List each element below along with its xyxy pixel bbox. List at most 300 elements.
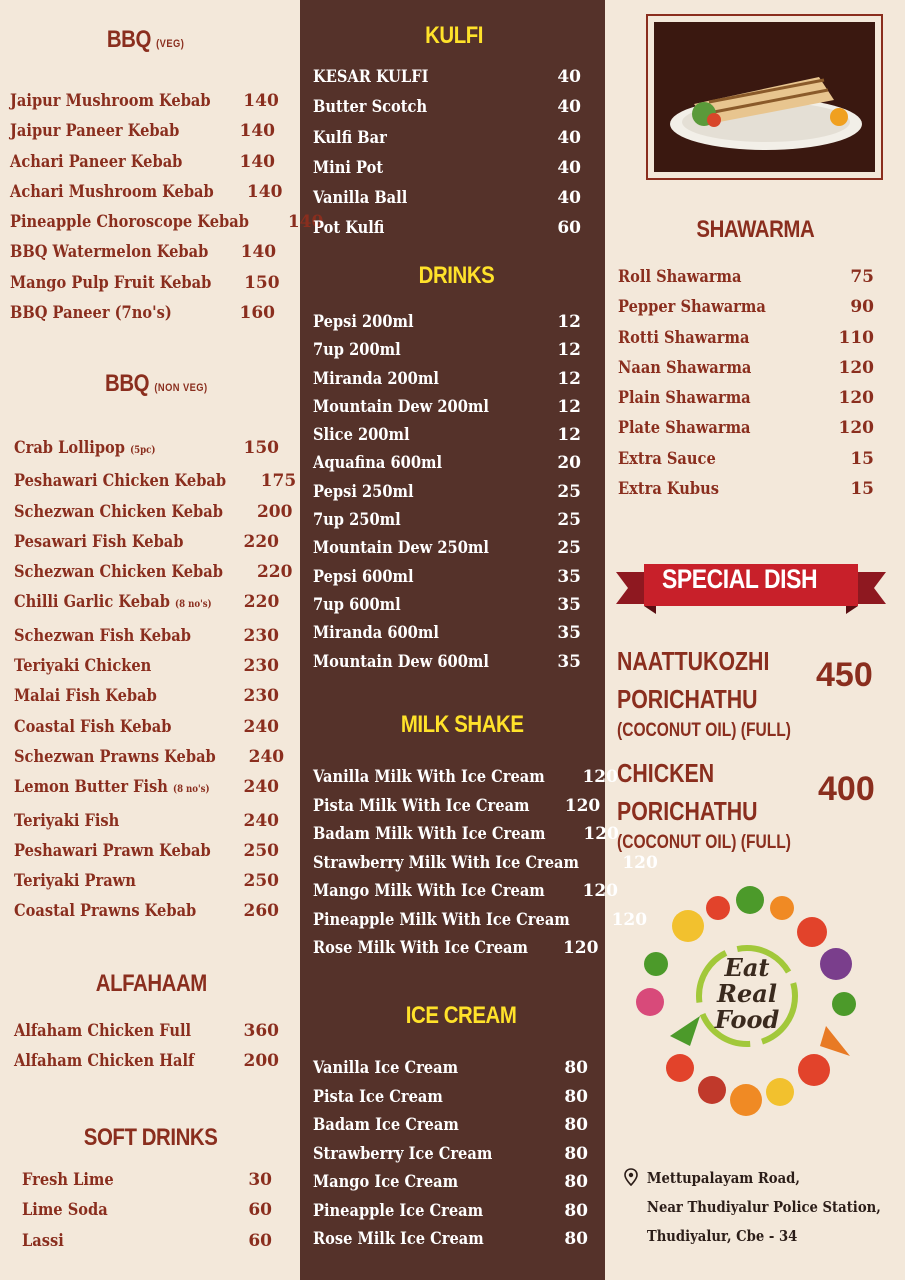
menu-item-name: [618, 262, 741, 292]
menu-item-name-text: Mango Milk With Ice Cream: [313, 881, 545, 901]
logo-word-food: Food: [714, 1005, 780, 1034]
menu-item-price: 80: [564, 1058, 588, 1078]
menu-item-name: [313, 393, 489, 421]
menu-item: [14, 1046, 279, 1076]
menu-item-name: [22, 1165, 114, 1195]
menu-item-name: [618, 383, 751, 413]
menu-item-name-text: 7up 200ml: [313, 340, 401, 361]
menu-item: [313, 393, 581, 421]
menu-item-name: [14, 497, 223, 527]
menu-item-name: [313, 153, 383, 183]
menu-item-name: [14, 466, 226, 496]
menu-item-name-text: Slice 200ml: [313, 425, 410, 446]
menu-item-name-text: Pepsi 600ml: [313, 566, 414, 587]
menu-item-name: [313, 877, 545, 906]
menu-item-name-text: Peshawari Prawn Kebab: [14, 840, 211, 861]
menu-item: [14, 806, 279, 836]
menu-item: [313, 906, 648, 935]
menu-item-name-text: Pineapple Ice Cream: [313, 1200, 484, 1221]
menu-item-name-text: Pista Ice Cream: [313, 1086, 443, 1107]
menu-item-name: [313, 421, 410, 449]
menu-item: [313, 308, 581, 336]
menu-item-price: 80: [564, 1143, 588, 1164]
menu-item-name-text: Mango Ice Cream: [313, 1172, 459, 1192]
menu-item-price: 75: [850, 267, 874, 287]
menu-item-name-text: Pepsi 250ml: [313, 481, 414, 502]
menu-item-price: 80: [564, 1229, 588, 1249]
menu-item-name: [313, 648, 489, 676]
shawarma-plate-image: [654, 22, 875, 172]
menu-item-name: [14, 866, 136, 896]
menu-item: [10, 207, 324, 237]
menu-item-name-text: Pepsi 200ml: [313, 312, 414, 332]
menu-item-name: [10, 147, 182, 177]
menu-item-price: 60: [248, 1230, 272, 1251]
special-dish-1: [617, 642, 829, 744]
menu-item-name: [313, 591, 401, 619]
menu-item-price: 60: [557, 218, 581, 239]
menu-item: [313, 336, 581, 364]
menu-item-name-text: Alfaham Chicken Full: [14, 1021, 192, 1041]
menu-item-price: 230: [243, 625, 279, 646]
menu-item-name-text: Extra Kubus: [618, 479, 719, 500]
menu-item-name-text: Schezwan Fish Kebab: [14, 625, 191, 646]
menu-item-price: 110: [838, 327, 874, 348]
menu-item: [618, 262, 874, 292]
menu-item-name: [313, 308, 414, 336]
menu-item-name-text: 7up 600ml: [313, 594, 401, 615]
menu-item: [313, 763, 618, 792]
menu-item-price: 12: [557, 396, 581, 417]
menu-item-name-text: Pista Milk With Ice Cream: [313, 795, 530, 816]
menu-item-name: [10, 116, 179, 146]
menu-item: [313, 478, 581, 506]
menu-item-name-text: BBQ Paneer (7no's): [10, 303, 172, 324]
menu-item-name: [618, 474, 719, 504]
menu-item-price: 20: [557, 453, 581, 474]
menu-item-name-text: Coastal Fish Kebab: [14, 716, 172, 737]
menu-item: [14, 712, 279, 742]
menu-item-name: [313, 934, 528, 963]
menu-item: [313, 62, 581, 92]
menu-item-name: [618, 323, 749, 353]
menu-item-name: [10, 177, 214, 207]
menu-item-price: 120: [582, 767, 618, 787]
menu-item: [313, 183, 581, 213]
menu-item-price: 200: [243, 1051, 279, 1072]
menu-item-name: [313, 449, 442, 477]
menu-item-name: [313, 92, 427, 122]
menu-item-name: [14, 587, 212, 620]
menu-item-name: [10, 237, 208, 267]
menu-item-name: [313, 1197, 483, 1226]
menu-item-name-text: Teriyaki Prawn: [14, 871, 136, 892]
special-dish-1-line2: PORICHATHU: [617, 684, 758, 714]
menu-item-name: [313, 1225, 484, 1254]
menu-item: [14, 651, 279, 681]
menu-item-price: 15: [850, 448, 874, 469]
menu-item-name-text: Malai Fish Kebab: [14, 686, 157, 707]
menu-item: [313, 92, 581, 122]
menu-item-name-text: Pesawari Fish Kebab: [14, 531, 184, 552]
menu-item-name: [313, 1168, 458, 1197]
menu-item-price: 30: [248, 1170, 272, 1190]
menu-item-name-text: Fresh Lime: [22, 1170, 114, 1190]
menu-item-name: [10, 207, 249, 237]
soft-drinks-heading: SOFT DRINKS: [83, 1124, 218, 1151]
ice-cream-list: [313, 1054, 588, 1254]
bbq-nonveg-list: [14, 433, 297, 927]
menu-item-name: [14, 806, 119, 836]
menu-item: [313, 421, 581, 449]
menu-item: [22, 1195, 272, 1225]
menu-item-name: [14, 1046, 194, 1076]
menu-item: [14, 772, 279, 805]
menu-item-price: 220: [243, 531, 279, 552]
menu-item: [14, 836, 279, 866]
menu-item: [313, 449, 581, 477]
menu-item-name: [313, 478, 414, 506]
soft-drinks-list: [22, 1165, 272, 1256]
menu-item-price: 120: [582, 881, 618, 901]
menu-item-price: 25: [557, 510, 581, 531]
menu-item-name-text: Coastal Prawns Kebab: [14, 901, 197, 922]
menu-item: [618, 413, 874, 443]
menu-item: [313, 849, 658, 878]
shawarma-list: [618, 262, 874, 504]
menu-item-name-text: Rose Milk With Ice Cream: [313, 938, 528, 958]
menu-item: [22, 1165, 272, 1195]
menu-item-name-text: Strawberry Milk With Ice Cream: [313, 852, 580, 873]
menu-item-name: [22, 1226, 64, 1256]
menu-item-price: 175: [260, 471, 297, 492]
menu-item-name-text: Naan Shawarma: [618, 357, 752, 378]
menu-item: [14, 896, 279, 926]
menu-item: [313, 792, 601, 821]
shawarma-heading: SHAWARMA: [696, 216, 815, 243]
menu-item: [618, 474, 874, 504]
menu-item-price: 250: [243, 840, 279, 861]
menu-item-price: 40: [557, 127, 581, 148]
menu-item: [313, 1225, 588, 1254]
menu-item-name: [10, 268, 211, 298]
menu-item-price: 260: [243, 901, 279, 922]
menu-item-name-text: Lassi: [22, 1230, 64, 1251]
menu-item-price: 120: [838, 388, 874, 409]
menu-item: [14, 742, 285, 772]
shawarma-photo: [646, 14, 883, 180]
menu-item-name-text: Vanilla Ice Cream: [313, 1058, 459, 1078]
menu-item-name-text: Alfaham Chicken Half: [14, 1051, 195, 1072]
menu-item: [14, 497, 293, 527]
menu-item-price: 140: [239, 151, 275, 172]
menu-item-price: 150: [244, 272, 280, 293]
menu-item-name: [14, 621, 191, 651]
menu-item-note: (5pc): [130, 445, 156, 456]
menu-item: [22, 1226, 272, 1256]
menu-item-price: 220: [256, 562, 293, 583]
eat-real-food-logo: [630, 886, 864, 1116]
menu-item-name-text: Mountain Dew 250ml: [313, 538, 489, 559]
menu-item: [10, 147, 275, 177]
menu-item: [313, 591, 581, 619]
milk-shake-list: [313, 763, 658, 963]
menu-item: [10, 116, 275, 146]
special-dish-2-line1: CHICKEN: [617, 758, 715, 788]
address-line-1: Mettupalayam Road,: [646, 1169, 800, 1187]
menu-item-price: 40: [557, 188, 581, 209]
milk-shake-heading: MILK SHAKE: [400, 711, 524, 738]
menu-item-name-text: Plain Shawarma: [618, 388, 751, 409]
menu-item: [618, 292, 874, 322]
menu-item: [313, 1111, 588, 1140]
menu-item: [618, 444, 874, 474]
menu-item: [618, 353, 874, 383]
menu-item-name-text: Pot Kulfi: [313, 218, 385, 239]
menu-item: [313, 1054, 588, 1083]
menu-item-name-text: Miranda 200ml: [313, 368, 439, 389]
menu-item-name: [313, 213, 384, 243]
menu-item-price: 25: [557, 481, 581, 502]
menu-item: [14, 433, 279, 466]
menu-item-price: 220: [243, 592, 280, 613]
menu-item-price: 120: [838, 357, 874, 378]
special-dish-2-line2: PORICHATHU: [617, 796, 758, 826]
menu-item: [313, 153, 581, 183]
menu-item-price: 35: [557, 566, 581, 587]
menu-item-name: [313, 849, 579, 878]
menu-item: [618, 323, 874, 353]
menu-item-name-text: Aquafina 600ml: [313, 453, 443, 474]
menu-item-name-text: BBQ Watermelon Kebab: [10, 242, 209, 263]
menu-item-name-text: Schezwan Chicken Kebab: [14, 562, 223, 583]
menu-item: [313, 648, 581, 676]
alfahaam-list: [14, 1016, 279, 1077]
bbq-nonveg-heading: BBQ (NON VEG): [105, 370, 208, 397]
menu-item-name: [313, 563, 414, 591]
menu-item-name: [22, 1195, 108, 1225]
menu-item-name: [313, 534, 489, 562]
menu-item-name-text: Lemon Butter Fish: [14, 777, 168, 798]
menu-item-name: [313, 1111, 459, 1140]
menu-item: [14, 1016, 279, 1046]
menu-item: [313, 877, 618, 906]
menu-item: [10, 177, 283, 207]
menu-item-name: [313, 1054, 458, 1083]
menu-item-name-text: Teriyaki Chicken: [14, 656, 152, 677]
menu-item-name: [618, 444, 716, 474]
menu-item: [313, 1168, 588, 1197]
menu-item-price: 120: [611, 909, 648, 930]
address-line-3: Thudiyalur, Cbe - 34: [646, 1227, 798, 1245]
menu-item-price: 12: [557, 425, 581, 446]
menu-item-price: 140: [246, 181, 283, 202]
logo-word-real: Real: [717, 979, 777, 1008]
menu-item-name-text: Achari Mushroom Kebab: [10, 181, 214, 202]
menu-item-name-text: Miranda 600ml: [313, 623, 439, 644]
menu-item-price: 80: [564, 1172, 588, 1192]
special-dish-heading: SPECIAL DISH: [662, 564, 818, 594]
menu-item-name: [313, 792, 530, 821]
menu-item: [313, 365, 581, 393]
menu-item-price: 240: [243, 777, 279, 798]
menu-item-price: 250: [243, 871, 279, 892]
menu-item-name: [14, 1016, 191, 1046]
menu-item-name: [313, 1083, 443, 1112]
menu-item-name-text: Jaipur Paneer Kebab: [10, 121, 180, 142]
menu-item-name-text: KESAR KULFI: [313, 67, 429, 87]
menu-item-name-text: Mini Pot: [313, 157, 384, 178]
menu-item: [14, 557, 293, 587]
menu-item-name: [10, 86, 211, 116]
menu-item: [313, 934, 599, 963]
menu-item-name-text: Teriyaki Fish: [14, 810, 120, 831]
menu-item: [14, 621, 279, 651]
alfahaam-heading: ALFAHAAM: [95, 970, 207, 997]
menu-item-price: 120: [622, 852, 658, 873]
menu-item-note: (8 no's): [173, 784, 210, 796]
drinks-list: [313, 308, 581, 676]
menu-item-price: 150: [243, 438, 279, 458]
menu-item-name-text: 7up 250ml: [313, 510, 401, 531]
menu-item-price: 35: [557, 651, 581, 672]
menu-item-name-text: Chilli Garlic Kebab: [14, 592, 170, 613]
menu-item-price: 40: [557, 97, 581, 118]
address-line-2: Near Thudiyalur Police Station,: [646, 1198, 881, 1216]
menu-item-name-text: Pineapple Choroscope Kebab: [10, 212, 249, 233]
special-dish-1-sub: (COCONUT OIL) (FULL): [617, 720, 791, 741]
menu-item: [313, 619, 581, 647]
menu-item-name-text: Schezwan Prawns Kebab: [14, 746, 216, 767]
menu-item-name-text: Strawberry Ice Cream: [313, 1143, 493, 1164]
bbq-veg-heading: BBQ (VEG): [106, 26, 185, 53]
special-dish-2: [617, 754, 829, 856]
menu-item: [313, 1140, 588, 1169]
menu-item-name: [313, 1140, 492, 1169]
menu-item-price: 140: [243, 91, 279, 111]
menu-item-name-text: Pineapple Milk With Ice Cream: [313, 909, 570, 930]
menu-item-name: [313, 619, 439, 647]
menu-item: [14, 466, 297, 496]
menu-item-name-text: Peshawari Chicken Kebab: [14, 471, 227, 492]
menu-item-name: [14, 742, 216, 772]
kulfi-list: [313, 62, 581, 244]
menu-item: [313, 820, 619, 849]
menu-item-name-text: Badam Milk With Ice Cream: [313, 824, 546, 844]
menu-item: [10, 237, 275, 267]
menu-item-name-text: Badam Ice Cream: [313, 1115, 459, 1135]
menu-item-price: 80: [564, 1086, 588, 1107]
menu-item-price: 120: [838, 418, 874, 439]
menu-item-name-text: Pepper Shawarma: [618, 297, 766, 318]
menu-item-price: 240: [243, 716, 279, 737]
menu-item-price: 60: [248, 1200, 272, 1221]
menu-item-price: 35: [557, 623, 581, 644]
menu-item-name-text: Achari Paneer Kebab: [10, 151, 183, 172]
menu-item-price: 15: [850, 479, 874, 500]
menu-item: [313, 1083, 588, 1112]
menu-item-name-text: Crab Lollipop: [14, 438, 126, 458]
menu-item-name-text: Roll Shawarma: [618, 267, 742, 287]
menu-item: [313, 213, 581, 243]
menu-item-name: [618, 292, 766, 322]
menu-item-price: 120: [583, 824, 619, 844]
menu-item-price: 80: [564, 1200, 588, 1221]
menu-item-name-text: Extra Sauce: [618, 448, 716, 469]
menu-item-price: 140: [239, 121, 275, 142]
menu-item-name: [313, 906, 570, 935]
address-block: [624, 1164, 905, 1251]
menu-item-price: 140: [287, 212, 324, 233]
menu-item-price: 140: [240, 242, 277, 263]
menu-item-name: [14, 433, 155, 466]
special-dish-1-price: 450: [816, 656, 873, 694]
menu-item: [14, 866, 279, 896]
menu-item-name: [313, 62, 428, 92]
menu-item-name-text: Butter Scotch: [313, 97, 428, 118]
menu-item: [10, 298, 275, 328]
menu-item-name-text: Mango Pulp Fruit Kebab: [10, 272, 212, 293]
menu-item-name: [14, 712, 171, 742]
menu-item: [10, 86, 279, 116]
menu-item-price: 35: [557, 594, 581, 615]
menu-item-name-text: Kulfi Bar: [313, 127, 387, 148]
menu-item-name-text: Mountain Dew 200ml: [313, 396, 489, 417]
menu-item: [14, 681, 279, 711]
menu-item-price: 40: [557, 157, 581, 178]
special-dish-1-line1: NAATTUKOZHI: [617, 646, 770, 676]
menu-item-name-text: Rose Milk Ice Cream: [313, 1229, 484, 1249]
special-dish-2-price: 400: [818, 770, 875, 808]
menu-item-name-text: Plate Shawarma: [618, 418, 751, 439]
menu-item-name: [313, 763, 545, 792]
menu-item-name: [313, 336, 401, 364]
menu-item-note: (8 no's): [175, 599, 212, 611]
menu-item-price: 120: [564, 795, 601, 816]
menu-item-name-text: Rotti Shawarma: [618, 327, 750, 348]
menu-item-price: 360: [243, 1021, 279, 1041]
menu-item-price: 80: [564, 1115, 588, 1135]
menu-item: [313, 123, 581, 153]
ice-cream-heading: ICE CREAM: [405, 1002, 517, 1029]
menu-item-price: 230: [243, 656, 279, 677]
menu-item: [618, 383, 874, 413]
menu-item: [313, 534, 581, 562]
menu-item-price: 12: [557, 312, 581, 332]
special-dish-2-sub: (COCONUT OIL) (FULL): [617, 832, 791, 853]
menu-item-price: 240: [243, 810, 279, 831]
menu-item-price: 120: [562, 938, 599, 958]
menu-item: [313, 563, 581, 591]
menu-item-price: 25: [557, 538, 581, 559]
menu-item-name: [313, 365, 439, 393]
kulfi-heading: KULFI: [425, 22, 484, 49]
menu-item: [14, 587, 279, 620]
menu-item-price: 200: [256, 501, 293, 522]
menu-item-name: [14, 681, 157, 711]
menu-item-name-text: Jaipur Mushroom Kebab: [10, 91, 211, 111]
menu-item-name: [313, 820, 546, 849]
menu-item-name-text: Vanilla Milk With Ice Cream: [313, 767, 545, 787]
menu-item-name: [14, 772, 210, 805]
menu-item-name: [313, 183, 407, 213]
menu-item-price: 40: [557, 67, 581, 87]
menu-item-name: [618, 353, 751, 383]
menu-item-price: 230: [243, 686, 279, 707]
menu-item-name: [313, 506, 401, 534]
menu-item-price: 240: [248, 746, 285, 767]
menu-item: [313, 1197, 588, 1226]
